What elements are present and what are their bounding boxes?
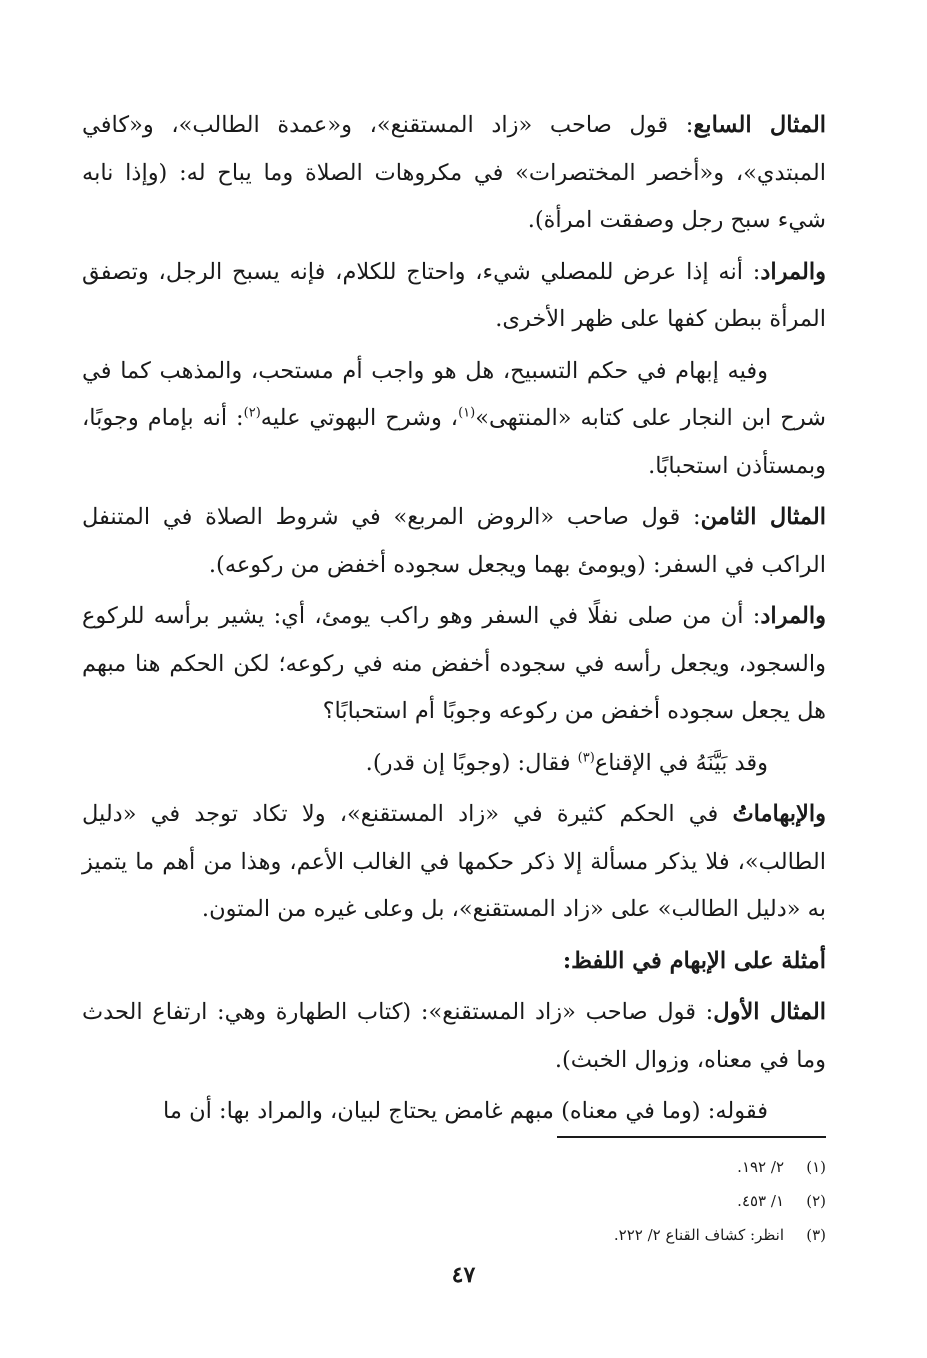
footnote-2-number: (٢) — [806, 1192, 826, 1210]
footnote-1-text: ٢/ ١٩٢. — [737, 1158, 784, 1176]
meaning-2-lead: والمراد — [760, 603, 826, 629]
meaning-1-lead: والمراد — [760, 258, 826, 285]
paragraph-example-7 — [82, 102, 826, 245]
paragraph-meaning-1 — [82, 249, 826, 344]
ambiguity-text-1: وفيه إبهام في حكم التسبيح، هل هو واجب أم مستحب، والمذهب كما في شرح ابن النجار على كتابه «المنتهى» — [82, 357, 826, 431]
section-heading: أمثلة على الإبهام في اللفظ: — [562, 947, 826, 974]
iqna-text-2: فقال: (وجوبًا إن قدر). — [365, 749, 578, 776]
footnote-ref-3[interactable]: (٣) — [577, 750, 595, 765]
example-8-text: : قول صاحب «الروض المربع» في شروط الصلاة في المتنفل الراكب في السفر: (ويومئ بهما ويجعل سجوده أخفض من ركوعه). — [82, 504, 826, 578]
footnote-divider — [557, 1136, 826, 1138]
paragraph-explanation: فقوله: (وما في معناه) مبهم غامض يحتاج لبيان، والمراد بها: أن ما — [163, 1098, 768, 1124]
paragraph-ambiguities — [82, 791, 826, 934]
paragraph-example-1 — [82, 989, 826, 1084]
paragraph-iqna — [82, 740, 826, 788]
footnote-3-text: انظر: كشاف القناع ٢/ ٢٢٢. — [613, 1226, 784, 1244]
ambiguity-text-2: ، وشرح البهوتي عليه — [260, 405, 459, 431]
iqna-text-1: وقد بَيَّنَهُ في الإقناع — [594, 749, 768, 776]
meaning-1-text: : أنه إذا عرض للمصلي شيء، واحتاج للكلام، فإنه يسبح الرجل، وتصفق المرأة ببطن كفها على ظهر الأخرى. — [82, 258, 826, 332]
footnotes — [470, 1150, 826, 1252]
example-1-lead: المثال الأول — [713, 999, 826, 1025]
footnote-3-number: (٣) — [806, 1226, 826, 1244]
ambiguities-lead: والإبهاماتُ — [732, 801, 826, 827]
example-7-lead: المثال السابع — [693, 112, 826, 138]
ambiguity-text-3: : أنه بإمام وجوبًا، وبمستأذن استحبابًا. — [82, 405, 826, 479]
example-1-text: : قول صاحب «زاد المستقنع»: (كتاب الطهارة وهي: ارتفاع الحدث وما في معناه، وزوال الخبث). — [82, 999, 826, 1073]
footnote-3 — [470, 1218, 826, 1252]
paragraph-ambiguity-tasbih — [82, 348, 826, 491]
paragraph-example-8 — [82, 494, 826, 589]
footnote-2-text: ١/ ٤٥٣. — [737, 1192, 784, 1210]
example-7-text: : قول صاحب «زاد المستقنع»، و«عمدة الطالب»، و«كافي المبتدي»، و«أخصر المختصرات» في مكروهات الصلاة وما يباح له: (وإذا نابه شيء سبح رجل وصفقت امرأة). — [82, 112, 826, 233]
paragraph-meaning-2 — [82, 593, 826, 736]
ambiguities-text: في الحكم كثيرة في «زاد المستقنع»، ولا تكاد توجد في «دليل الطالب»، فلا يذكر مسألة إلا ذكر حكمها في الغالب الأعم، وهذا من أهم ما يتميز به «دليل الطالب» على «زاد المستقنع»، بل وعلى غيره من المتون. — [82, 801, 826, 922]
page-number: ٤٧ — [451, 1262, 476, 1288]
meaning-2-text: : أن من صلى نفلًا في السفر وهو راكب يومئ، أي: يشير برأسه للركوع والسجود، ويجعل رأسه في سجوده أخفض منه في ركوعه؛ لكن الحكم هنا مبهم هل يجعل سجوده أخفض من ركوعه وجوبًا أم استحبابًا؟ — [82, 603, 826, 724]
footnote-ref-1[interactable]: (١) — [458, 405, 476, 421]
footnote-2 — [470, 1184, 826, 1218]
footnote-ref-2[interactable]: (٢) — [243, 405, 261, 421]
footnote-1-number: (١) — [806, 1158, 826, 1176]
page-body — [82, 102, 826, 1140]
example-8-lead: المثال الثامن — [700, 504, 827, 530]
footnote-1 — [470, 1150, 826, 1184]
